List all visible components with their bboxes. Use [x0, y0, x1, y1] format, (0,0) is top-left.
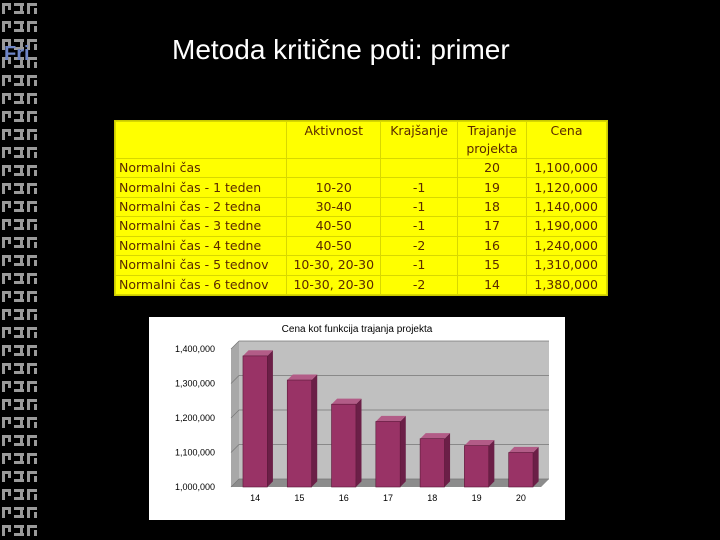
table-header-row — [116, 122, 607, 159]
bar — [332, 404, 356, 487]
table-row — [116, 197, 607, 216]
row-cena: 1,100,000 — [526, 159, 606, 178]
decorative-tile — [0, 396, 42, 414]
decorative-tile — [0, 216, 42, 234]
x-tick-label: 16 — [338, 493, 349, 503]
fri-logo — [2, 38, 40, 68]
row-trajanje: 20 — [458, 159, 527, 178]
decorative-tile — [0, 234, 42, 252]
decorative-tile — [0, 126, 42, 144]
decorative-tile — [0, 342, 42, 360]
x-tick-label: 17 — [382, 493, 394, 503]
header-trajanje-projekta: Trajanje projekta — [458, 122, 527, 159]
x-tick-label: 20 — [515, 493, 526, 503]
bar — [420, 439, 444, 487]
row-aktivnost: 40-50 — [287, 217, 381, 236]
table-row — [116, 275, 607, 294]
y-tick-label: 1,300,000 — [174, 378, 215, 389]
fri-logo-text: Fri — [4, 43, 30, 65]
bar-side — [400, 416, 406, 487]
header-cell-empty — [116, 122, 287, 159]
decorative-tile — [0, 306, 42, 324]
row-aktivnost: 40-50 — [287, 236, 381, 255]
row-trajanje: 16 — [458, 236, 527, 255]
row-cena: 1,190,000 — [526, 217, 606, 236]
bar — [509, 453, 533, 488]
row-label: Normalni čas — [116, 159, 287, 178]
row-cena: 1,240,000 — [526, 236, 606, 255]
cost-chart-svg — [149, 317, 565, 520]
row-aktivnost: 10-30, 20-30 — [287, 256, 381, 275]
row-label: Normalni čas - 3 tedne — [116, 217, 287, 236]
decorative-tile — [0, 162, 42, 180]
row-trajanje: 14 — [458, 275, 527, 294]
x-tick-label: 19 — [471, 493, 482, 503]
row-aktivnost: 10-30, 20-30 — [287, 275, 381, 294]
table-row — [116, 159, 607, 178]
chart-title: Cena kot funkcija trajanja projekta — [281, 324, 433, 335]
row-krajsanje: -1 — [381, 256, 458, 275]
row-krajsanje: -1 — [381, 197, 458, 216]
decorative-tile — [0, 378, 42, 396]
row-trajanje: 15 — [458, 256, 527, 275]
row-label: Normalni čas - 2 tedna — [116, 197, 287, 216]
bar — [287, 380, 311, 487]
decorative-tile — [0, 324, 42, 342]
row-krajsanje: -1 — [381, 178, 458, 197]
row-cena: 1,310,000 — [526, 256, 606, 275]
decorative-tile — [0, 288, 42, 306]
cost-chart — [149, 317, 565, 520]
y-tick-label: 1,100,000 — [174, 447, 215, 458]
table-row — [116, 236, 607, 255]
row-aktivnost — [287, 159, 381, 178]
y-tick-label: 1,200,000 — [174, 413, 215, 423]
bar-side — [267, 350, 273, 487]
header-cena: Cena — [526, 122, 606, 159]
bar — [464, 446, 488, 487]
bar-side — [312, 374, 318, 487]
table-row — [116, 256, 607, 275]
decorative-tile — [0, 0, 42, 18]
row-krajsanje: -2 — [381, 236, 458, 255]
x-tick-label: 15 — [294, 493, 305, 503]
row-aktivnost: 30-40 — [287, 197, 381, 216]
bar-side — [444, 433, 450, 487]
x-tick-label: 18 — [427, 493, 438, 503]
row-label: Normalni čas - 6 tednov — [116, 275, 287, 294]
row-trajanje: 19 — [458, 178, 527, 197]
decorative-tile — [0, 486, 42, 504]
decorative-tile — [0, 468, 42, 486]
x-tick-label: 14 — [250, 493, 261, 503]
bar — [376, 421, 400, 487]
row-krajsanje: -2 — [381, 275, 458, 294]
decorative-tile — [0, 414, 42, 432]
row-cena: 1,380,000 — [526, 275, 606, 294]
row-krajsanje: -1 — [381, 217, 458, 236]
decorative-tile — [0, 522, 42, 540]
y-tick-label: 1,400,000 — [174, 344, 215, 354]
decorative-tile — [0, 108, 42, 126]
decorative-tile — [0, 18, 42, 36]
row-trajanje: 17 — [458, 217, 527, 236]
decorative-tile — [0, 90, 42, 108]
row-trajanje: 18 — [458, 197, 527, 216]
decorative-pattern-strip — [0, 0, 42, 540]
row-label: Normalni čas - 4 tedne — [116, 236, 287, 255]
row-krajsanje — [381, 159, 458, 178]
decorative-tile — [0, 180, 42, 198]
decorative-tile — [0, 360, 42, 378]
decorative-tile — [0, 144, 42, 162]
row-cena: 1,140,000 — [526, 197, 606, 216]
table-row — [116, 217, 607, 236]
decorative-tile — [0, 72, 42, 90]
slide-title: Metoda kritične poti: primer — [172, 34, 510, 65]
row-aktivnost: 10-20 — [287, 178, 381, 197]
row-cena: 1,120,000 — [526, 178, 606, 197]
decorative-tile — [0, 198, 42, 216]
bar-side — [533, 447, 539, 487]
decorative-tile — [0, 270, 42, 288]
row-label: Normalni čas - 5 tednov — [116, 256, 287, 275]
row-label: Normalni čas - 1 teden — [116, 178, 287, 197]
header-aktivnost: Aktivnost — [287, 122, 381, 159]
bar-side — [489, 440, 495, 487]
decorative-tile — [0, 450, 42, 468]
header-krajsanje: Krajšanje — [381, 122, 458, 159]
bar — [243, 356, 267, 487]
table-row — [116, 178, 607, 197]
decorative-tile — [0, 432, 42, 450]
crash-table — [114, 120, 608, 296]
y-tick-label: 1,000,000 — [174, 482, 215, 492]
decorative-tile — [0, 252, 42, 270]
bar-side — [356, 399, 362, 487]
decorative-tile — [0, 504, 42, 522]
